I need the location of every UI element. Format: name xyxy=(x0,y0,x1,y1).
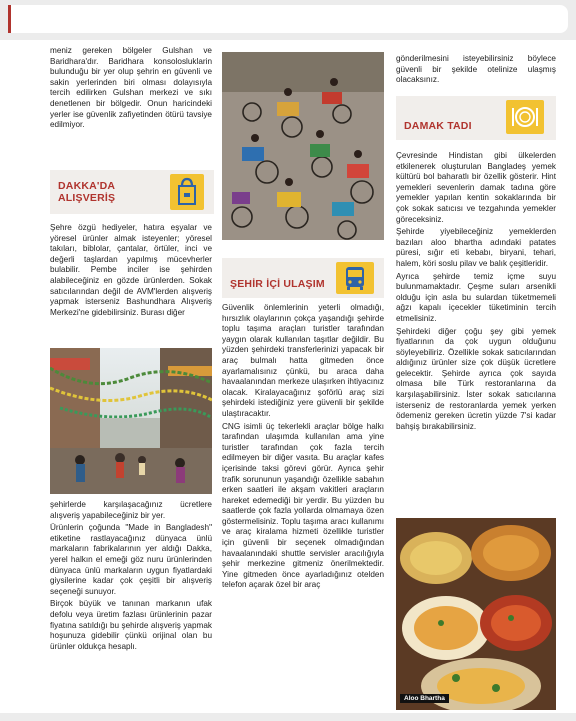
header-band xyxy=(0,0,576,40)
shopping-bag-icon xyxy=(170,174,204,210)
col3-p4: Şehirdeki diğer çoğu şey gibi yemek fiyatlarının da çok uygun olduğunu söyleyebiliriz. Özellikle sokak satıcılarından aldığınız ürünler size çok düşük ücretlere gelecektir. Şehirde ayrıca çok sayıda olmasa bile Türk restoranlarına da karşılaşabilirsiniz. İster sokak satıcılarına isterseniz de restoranlarda yemek yerken ödemeniz gereken ücretin yüzde 7'si kadar bahşiş bırakabilirsiniz. xyxy=(396,326,556,431)
transport-heading: ŞEHİR İÇİ ULAŞIM xyxy=(230,278,325,290)
col3-p2: Şehirde yiyebileceğiniz yemeklerden bazıları aloo bhartha adındaki patates püresi, sığır eti kebabı, biryani, tehari, halem, köri soslu pilav ve balık çeşitleridir. xyxy=(396,227,556,268)
street-market-photo xyxy=(50,348,212,494)
col3-body xyxy=(396,151,556,434)
shopping-heading-line1: DAKKA'DA xyxy=(58,180,116,192)
shopping-heading xyxy=(58,180,115,204)
footer-band xyxy=(0,713,576,721)
header-box xyxy=(8,5,568,33)
col1-shopping-text: Şehre özgü hediyeler, hatıra eşyalar ve yöresel ürünler almak isteyenler; yöresel takıları, biblolar, çantalar, örtüler, inci ve değerli taşlardan yapılmış mücevherler bulabilir. Pembe inciler ise şehirden alabileceğiniz en gözde ürünlerden. Sokak satıcılarından değil de AVM'lerden alışveriş yapmak isterseniz Bashundhara Alışveriş Merkezi'ne gidebilirsiniz. Burası diğer xyxy=(50,223,212,317)
col1-after-photo-1: şehirlerde karşılaşacağınız ücretlere alışveriş yapabileceğiniz bir yer. xyxy=(50,500,212,520)
col1-after-photo-2: Ürünlerin çoğunda "Made in Bangladesh" etiketine rastlayacağınız dünyaca ünlü markaların fabrikalarının yer aldığı Dakka, yerel halkın el emeği göz nuru ürünlerinden dünyaca ünlü markaların uygun fiyatlardaki giysilerine kadar çok çeşitli bir alışveriş seçeneği sunuyor. xyxy=(50,523,212,596)
col1-shopping xyxy=(50,223,212,320)
col2-body xyxy=(222,303,384,593)
shopping-heading-line2: ALIŞVERİŞ xyxy=(58,192,116,204)
food-photo-caption: Aloo Bhartha xyxy=(400,694,449,703)
col2-p1: Güvenlik önlemlerinin yeterli olmadığı, hırsızlık olaylarının çokça yaşandığı şehirde toplu taşıma araçları turistler tarafından yaygın olarak kullanılan taşıtlar değildir. Bu yüzden şehirdeki transferlerinizi yapacak bir araç bulmalı hatta gitmeden önce ayarlamalısınız çünkü, bu araca daha havaalanından merkeze ulaşırken ihtiyacınız olacak. Kiralayacağınız şoförlü araç sizi şehirdeki istediğiniz yere güvenli bir şekilde ulaştıracaktır. xyxy=(222,303,384,418)
col3-p3: Ayrıca şehirde temiz içme suyu bulunmamaktadır. Çeşme suları arsenikli olduğu için asla bu sulardan tüketmemeli ağzı kapalı içecekler tüketiminin tercih etmelisiniz. xyxy=(396,271,556,323)
col1-intro xyxy=(50,46,212,133)
food-photo xyxy=(396,518,556,710)
rickshaw-traffic-photo xyxy=(222,52,384,240)
col2-p2: CNG isimli üç tekerlekli araçlar bölge halkı tarafından ulaşımda kullanılan ama yine turistler tarafından çok fazla tercih edilmeyen bir diğer vasıta. Bu araçlar kafes içerisinde taksi görevi görür. Ayrıca şehir trafik sorununun yaşandığı özellikle sabahın erken saatleri ile akşam vakitleri araçların hareket edemediği bir yerdir. Bu yüzden bu saatlerde çok fazla yollarda olmamaya özen göstermelisiniz. Toplu taşıma aracı kullanımı ve araç kiralama hizmeti özellikle turistler için güvenli bir seçenek olmadığından havaalanındaki shuttle servisler aracılığıyla şehir merkezine gitmeniz önerilmektedir. Yine gitmeden önce ayarladığınız otelden telefon açarak özel bir araç xyxy=(222,421,384,590)
col3-intro-text: gönderilmesini isteyebilirsiniz böylece güvenli bir şekilde otelinize ulaşmış olacaksınız. xyxy=(396,54,556,85)
col3-intro xyxy=(396,54,556,88)
plate-cutlery-icon xyxy=(506,100,544,134)
food-heading: DAMAK TADI xyxy=(404,120,472,132)
col3-p1: Çevresinde Hindistan gibi ülkelerden etkilenerek oluşturulan Bangladeş yemek kültürü bol baharatlı bir özellik gösterir. Hint yemekleri sevenlerin damak tadına göre yemekler yapılan kentin sokaklarında bir çok sokak satıcısı ve tezgahında yemekler göreceksiniz. xyxy=(396,151,556,224)
col1-after-photo xyxy=(50,500,212,654)
col1-intro-text: meniz gereken bölgeler Gulshan ve Baridhara'dır. Baridhara konsolosluklarin bulunduğu bir yer olup şehrin en güvenli ve sakin yerlerinden biri olması dolayısıyla tercih edilirken Gulshan merkezi ve sıkı denetlenen bir bölgedir. Onun haricindeki yerler ise güvenlik zafiyetinden ötürü tavsiye edilmiyor. xyxy=(50,46,212,130)
bus-icon xyxy=(336,262,374,294)
col1-after-photo-3: Birçok büyük ve tanınan markanın ufak defolu veya üretim fazlası ürünlerinin pazar fiyatına satıldığı bu şehirde alışveriş yapmak hoşunuza gidebilir çünkü orijinal olan bu ürünler oldukça hesaplı. xyxy=(50,599,212,651)
